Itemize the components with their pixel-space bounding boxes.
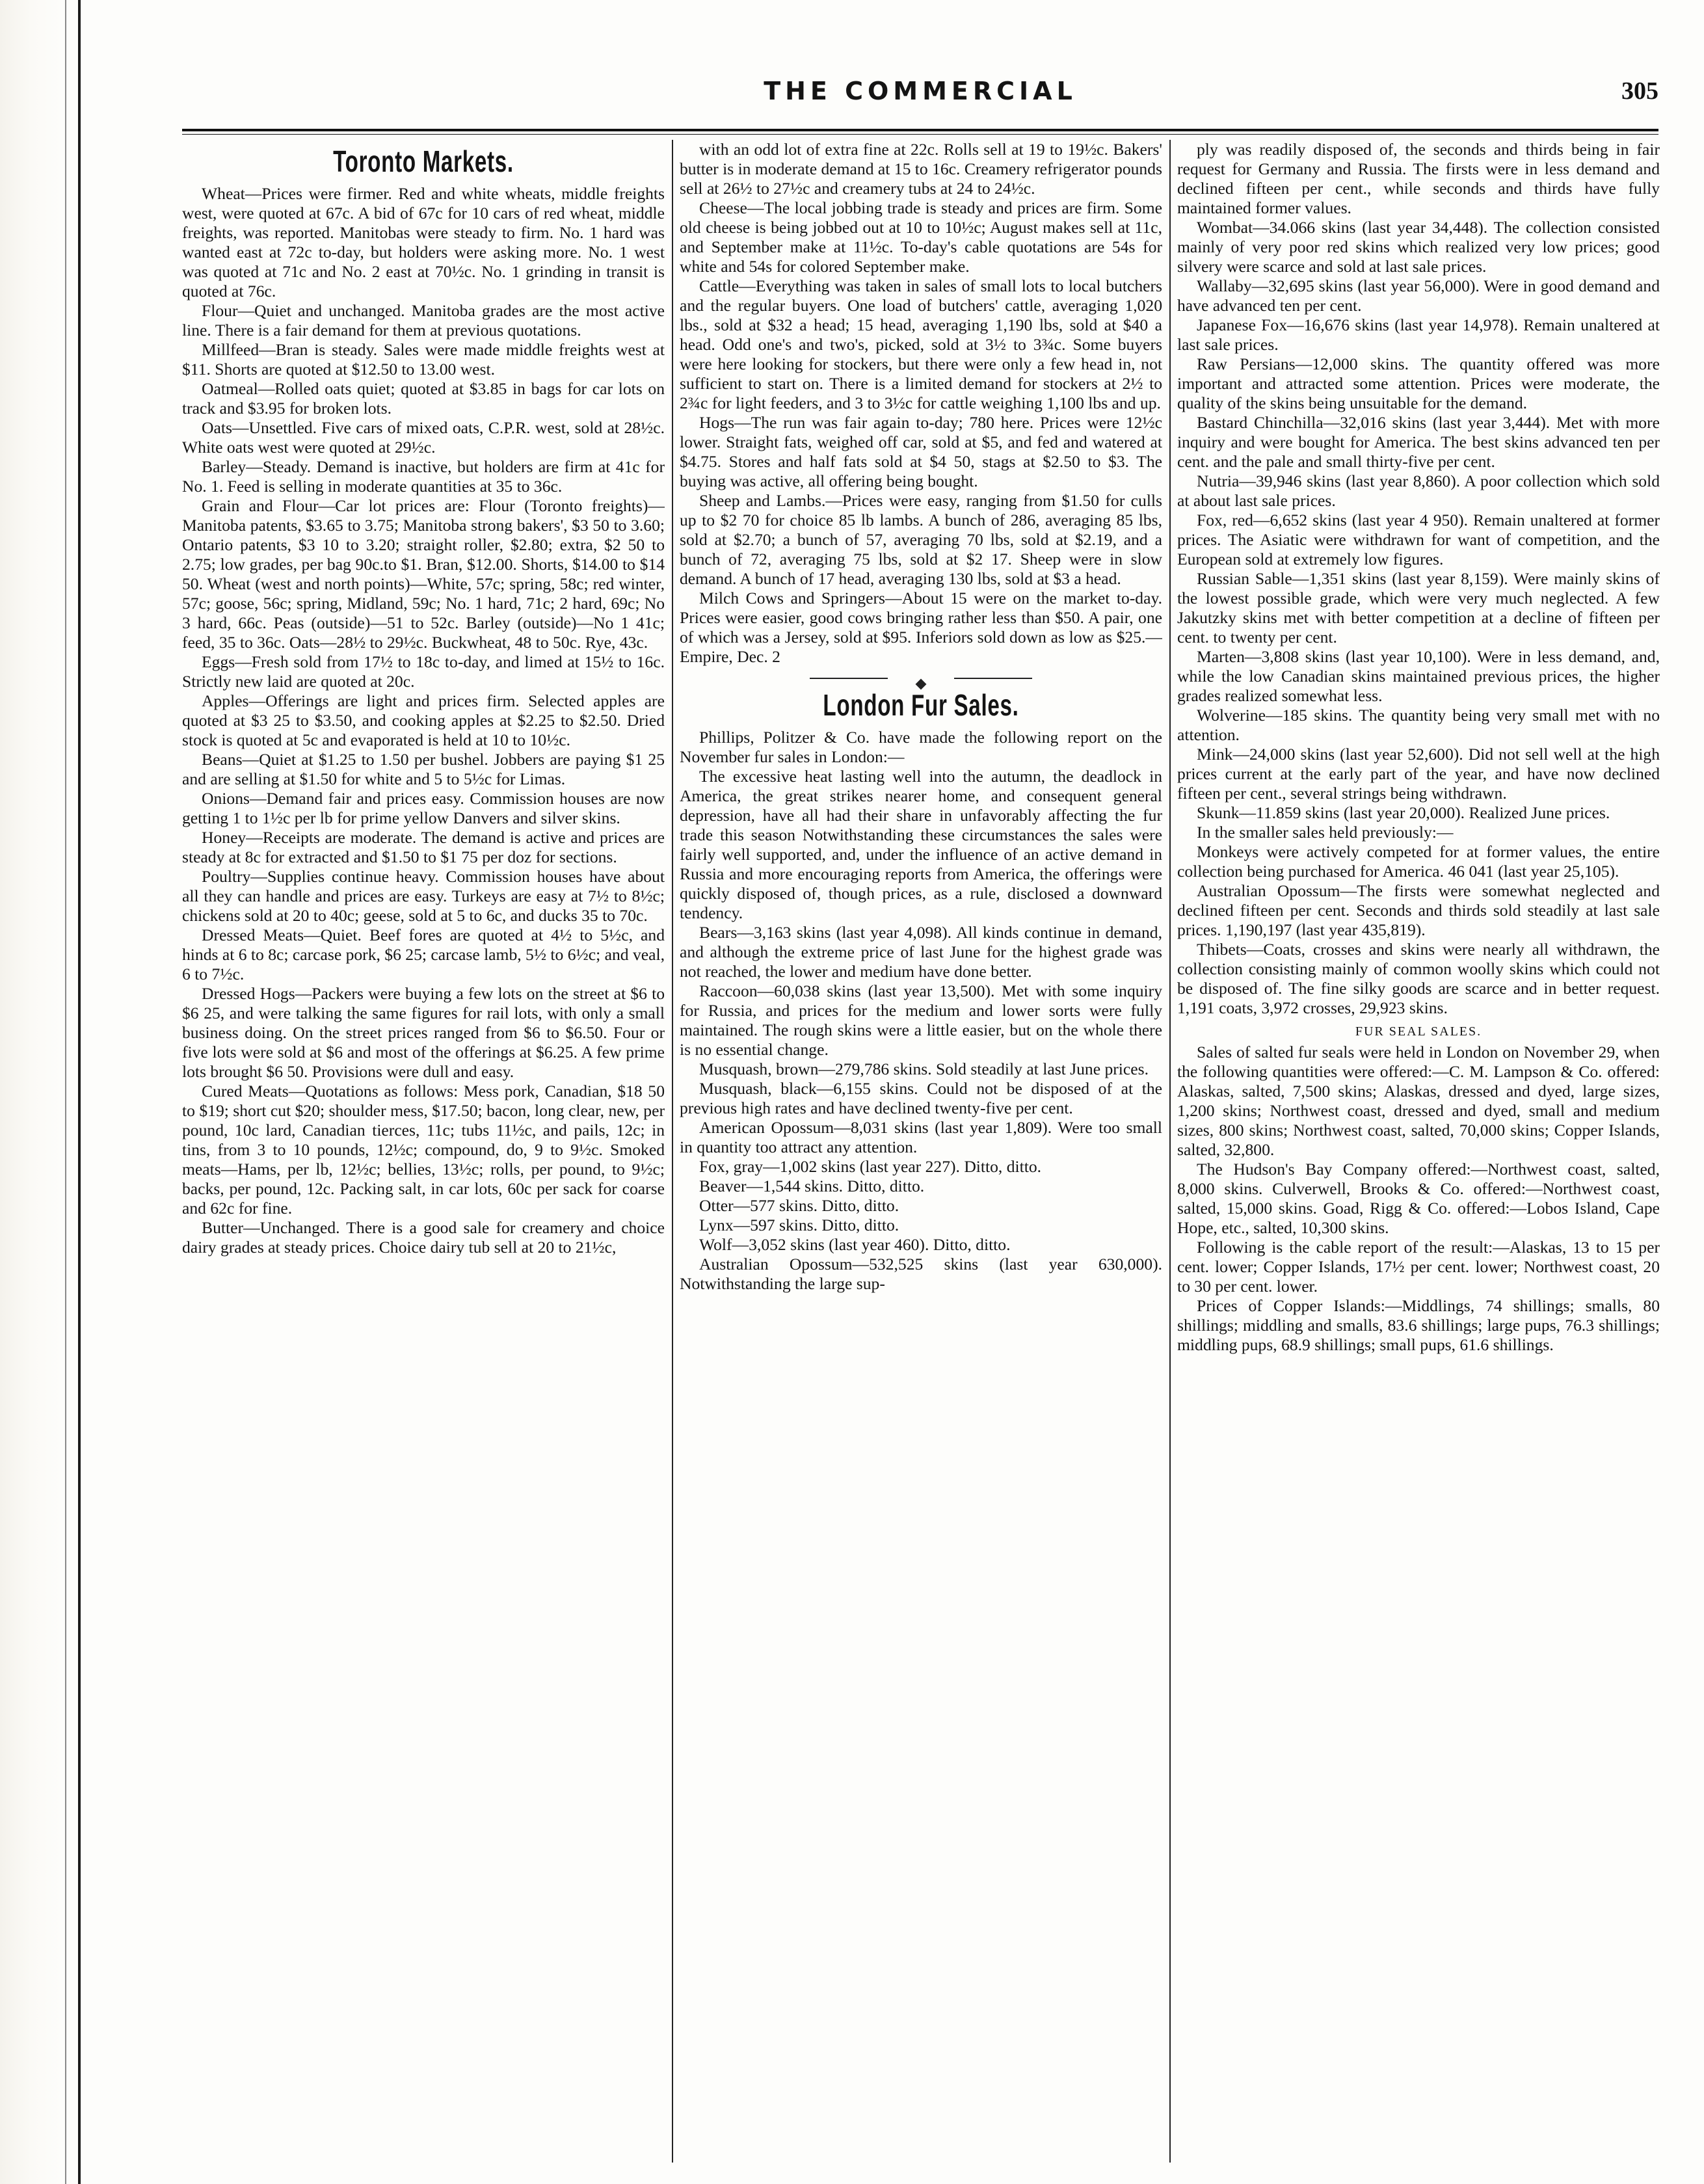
article-columns bbox=[182, 140, 1658, 2163]
paragraph: Apples—Offerings are light and prices firm. Selected apples are quoted at $3 25 to $3.50, and cooking apples at $2.25 to $2.50. Dried stock is quoted at 5c and evaporated is held at 10 to 10½c. bbox=[182, 691, 665, 749]
toronto-markets-body bbox=[182, 184, 665, 1257]
paragraph: Skunk—11.859 skins (last year 20,000). Realized June prices. bbox=[1197, 803, 1610, 822]
binding-rule bbox=[78, 0, 81, 2184]
column-divider bbox=[672, 140, 673, 2163]
paragraph: Millfeed—Bran is steady. Sales were made middle freights west at $11. Shorts are quoted at $12.50 to 13.00 west. bbox=[182, 340, 665, 379]
paragraph: Otter—577 skins. Ditto, ditto. bbox=[699, 1196, 899, 1215]
header-rule-thick bbox=[182, 129, 1658, 131]
paragraph: Sheep and Lambs.—Prices were easy, ranging from $1.50 for culls up to $2 70 for choice 85 lb lambs. A bunch of 286, averaging 85 lbs, sold at $2.70; a bunch of 57, averaging 70 lbs, sold at $2.19, and a bunch of 72, averaging 75 lbs, sold at $2 17. Sheep were in slow demand. A bunch of 17 head, averaging 130 lbs, sold at $3 a head. bbox=[680, 491, 1162, 588]
paragraph: Oats—Unsettled. Five cars of mixed oats, C.P.R. west, sold at 28½c. White oats west were quoted at 29½c. bbox=[182, 418, 665, 457]
paragraph: American Opossum—8,031 skins (last year 1,809). Were too small in quantity too attract any attention. bbox=[680, 1118, 1162, 1156]
paragraph: Oatmeal—Rolled oats quiet; quoted at $3.85 in bags for car lots on track and $3.95 for broken lots. bbox=[182, 379, 665, 418]
fur-seal-sales-body bbox=[1177, 1043, 1660, 1355]
page-header bbox=[182, 77, 1658, 122]
paragraph: Wombat—34.066 skins (last year 34,448). The collection consisted mainly of very poor red skins which realized very low prices; good silvery were scarce and sold at last sale prices. bbox=[1177, 218, 1660, 276]
paragraph: Wheat—Prices were firmer. Red and white wheats, middle freights west, were quoted at 67c. A bid of 67c for 10 cars of red wheat, middle freights, was reported. Manitobas were steady to firm. No. 1 hard was wanted east at 72c to-day, but holders were asking more. No. 1 west was quoted at 71c and No. 2 east at 70½c. No. 1 grinding in transit is quoted at 76c. bbox=[182, 184, 665, 300]
page-number: 305 bbox=[1621, 77, 1658, 105]
paragraph: Wolf—3,052 skins (last year 460). Ditto, ditto. bbox=[699, 1235, 1011, 1254]
paragraph: Australian Opossum—The firsts were somewhat neglected and declined fifteen per cent. Seconds and thirds sold steadily at last sale prices. 1,190,197 (last year 435,819). bbox=[1177, 881, 1660, 939]
paragraph: Nutria—39,946 skins (last year 8,860). A poor collection which sold at about last sale prices. bbox=[1177, 472, 1660, 510]
paragraph: Monkeys were actively competed for at former values, the entire collection being purchased for America. 46 041 (last year 25,105). bbox=[1177, 842, 1660, 881]
column-middle bbox=[680, 140, 1162, 2163]
header-rule-thin bbox=[182, 134, 1658, 135]
paragraph: In the smaller sales held previously:— bbox=[1197, 823, 1454, 842]
paragraph: Fox, gray—1,002 skins (last year 227). Ditto, ditto. bbox=[699, 1157, 1042, 1176]
paragraph: Beans—Quiet at $1.25 to 1.50 per bushel. Jobbers are paying $1 25 and are selling at $1.50 for white and 5 to 5½c for Limas. bbox=[182, 750, 665, 788]
paragraph: Dressed Hogs—Packers were buying a few lots on the street at $6 to $6 25, and were talking the same figures for rail lots, with only a small business doing. On the street prices ranged from $6 to $6.50. Four or five lots were sold at $6 and most of the offerings at $6.25. A few prime lots brought $6 50. Provisions were dull and easy. bbox=[182, 984, 665, 1081]
paragraph: Honey—Receipts are moderate. The demand is active and prices are steady at 8c for extracted and $1.50 to $1 75 per doz for sections. bbox=[182, 828, 665, 866]
paragraph: Japanese Fox—16,676 skins (last year 14,978). Remain unaltered at last sale prices. bbox=[1177, 315, 1660, 354]
paragraph: Raccoon—60,038 skins (last year 13,500). Met with some inquiry for Russia, and prices for the medium and lower sorts were fully maintained. The rough skins were a little easier, but on the whole there is no essential change. bbox=[680, 981, 1162, 1059]
paragraph: Russian Sable—1,351 skins (last year 8,159). Were mainly skins of the lowest possible grade, which were very much neglected. A few Jakutzky skins met with better competition at a decline of fifteen per cent. to twenty per cent. bbox=[1177, 569, 1660, 646]
paragraph: Musquash, brown—279,786 skins. Sold steadily at last June prices. bbox=[699, 1059, 1149, 1078]
paragraph: Cattle—Everything was taken in sales of small lots to local butchers and the regular buyers. One load of butchers' cattle, averaging 1,020 lbs., sold at $32 a head; 15 head, averaging 1,190 lbs, sold at $40 a head. Odd one's and two's, picked, sold at 3½ to 3¾c. Some buyers were here looking for stockers, but there were only a few head in, not sufficient to start on. There is a limited demand for stockers at 2½ to 2¾c for light feeders, and 3 to 3½c for cattle weighing 1,100 lbs and up. bbox=[680, 276, 1162, 412]
paragraph: Marten—3,808 skins (last year 10,100). Were in less demand, and, while the low Canadian skins maintained previous prices, the higher grades realized somewhat less. bbox=[1177, 647, 1660, 705]
london-fur-sales-body bbox=[680, 728, 1162, 1294]
paragraph: Milch Cows and Springers—About 15 were on the market to-day. Prices were easier, good cows bringing rather less than $50. A pair, one of which was a Jersey, sold at $95. Inferiors sold down as low as $25.—Empire, Dec. 2 bbox=[680, 589, 1162, 666]
paragraph: Hogs—The run was fair again to-day; 780 here. Prices were 12½c lower. Straight fats, weighed off car, sold at $5, and fed and watered at $4.75. Stores and half fats sold at $4 50, stags at $2.50 to $3. The buying was active, all offering being bought. bbox=[680, 413, 1162, 490]
fur-seal-sales-heading: FUR SEAL SALES. bbox=[1355, 1024, 1482, 1039]
paragraph: Flour—Quiet and unchanged. Manitoba grades are the most active line. There is a fair demand for them at previous quotations. bbox=[182, 301, 665, 340]
paragraph: Cheese—The local jobbing trade is steady and prices are firm. Some old cheese is being jobbed out at 10 to 10½c; August makes sell at 11c, and September make at 11½c. To-day's cable quotations are 54s for white and 54s for colored September make. bbox=[680, 198, 1162, 276]
paragraph: Phillips, Politzer & Co. have made the following report on the November fur sales in London:— bbox=[680, 728, 1162, 766]
paragraph: Barley—Steady. Demand is inactive, but holders are firm at 41c for No. 1. Feed is selling in moderate quantities at 35 to 36c. bbox=[182, 457, 665, 496]
paragraph: Sales of salted fur seals were held in London on November 29, when the following quantities were offered:—C. M. Lampson & Co. offered: Alaskas, salted, 7,500 skins; Alaskas, dressed and dyed, large sizes, 1,200 skins; Northwest coast, dressed and dyed, small and medium sizes, 800 skins; Northwest coast, salted, 70,000 skins; Copper Islands, salted, 32,800. bbox=[1177, 1043, 1660, 1159]
binding-rule-outer bbox=[65, 0, 66, 2184]
paragraph: Grain and Flour—Car lot prices are: Flour (Toronto freights)—Manitoba patents, $3.65 to 3.75; Manitoba strong bakers', $3 50 to 3.60; Ontario patents, $3 10 to 3.20; straight roller, $2.80; extra, $2 50 to 2.75; low grades, per bag 90c.to $1. Bran, $12.00. Shorts, $14.00 to $14 50. Wheat (west and north points)—White, 57c; spring, 58c; red winter, 57c; goose, 56c; spring, Midland, 59c; No. 1 hard, 71c; 2 hard, 69c; No 3 hard, 66c. Peas (outside)—51 to 52c. Barley (outside)—No 1 41c; feed, 35 to 36c. Oats—28½ to 29½c. Buckwheat, 48 to 50c. Rye, 43c. bbox=[182, 496, 665, 652]
page-binding-edge bbox=[0, 0, 88, 2184]
paragraph: Dressed Meats—Quiet. Beef fores are quoted at 4½ to 5½c, and hinds at 6 to 8c; carcase pork, $6 25; carcase lamb, 5½ to 6½c; and veal, 6 to 7½c. bbox=[182, 926, 665, 983]
section-ornament bbox=[680, 673, 1162, 684]
paragraph: Prices of Copper Islands:—Middlings, 74 shillings; smalls, 80 shillings; middling and smalls, 83.6 shillings; large pups, 76.3 shillings; middling pups, 68.9 shillings; small pups, 61.6 shillings. bbox=[1177, 1296, 1660, 1354]
toronto-markets-heading: Toronto Markets. bbox=[333, 144, 514, 178]
london-fur-sales-heading: London Fur Sales. bbox=[823, 688, 1019, 722]
paragraph: Fox, red—6,652 skins (last year 4 950). Remain unaltered at former prices. The Asiatic were withdrawn for want of competition, and the European sold at extremely low figures. bbox=[1177, 511, 1660, 568]
paragraph: Wallaby—32,695 skins (last year 56,000). Were in good demand and have advanced ten per cent. bbox=[1177, 276, 1660, 315]
paragraph: Bastard Chinchilla—32,016 skins (last year 3,444). Met with more inquiry and were bought for America. The best skins advanced ten per cent. and the pale and small thirty-five per cent. bbox=[1177, 413, 1660, 471]
paragraph: Thibets—Coats, crosses and skins were nearly all withdrawn, the collection consisting mainly of common woolly skins which could not be disposed of. The fine silky goods are scarce and in better request. 1,191 coats, 3,972 crosses, 29,923 skins. bbox=[1177, 940, 1660, 1017]
paragraph: The Hudson's Bay Company offered:—Northwest coast, salted, 8,000 skins. Culverwell, Brooks & Co. offered:—Northwest coast, salted, 15,000 skins. Goad, Rigg & Co. offered:—Lobos Island, Cape Hope, etc., salted, 10,300 skins. bbox=[1177, 1160, 1660, 1237]
paragraph: Beaver—1,544 skins. Ditto, ditto. bbox=[699, 1177, 925, 1195]
paragraph: Butter—Unchanged. There is a good sale for creamery and choice dairy grades at steady prices. Choice dairy tub sell at 20 to 21½c, bbox=[182, 1218, 665, 1257]
ornament-line bbox=[954, 678, 1032, 679]
ornament-line bbox=[810, 678, 888, 679]
paragraph: with an odd lot of extra fine at 22c. Rolls sell at 19 to 19½c. Bakers' butter is in moderate demand at 15 to 16c. Creamery refrigerator pounds sell at 26½ to 27½c and creamery tubs at 24 to 24½c. bbox=[680, 140, 1162, 198]
paragraph: ply was readily disposed of, the seconds and thirds being in fair request for Germany and Russia. The firsts were in less demand and declined fifteen per cent., while seconds and thirds have fully maintained former values. bbox=[1177, 140, 1660, 217]
paragraph: Following is the cable report of the result:—Alaskas, 13 to 15 per cent. lower; Copper Islands, 17½ per cent. lower; Northwest coast, 20 to 30 per cent. lower. bbox=[1177, 1238, 1660, 1296]
paragraph: Eggs—Fresh sold from 17½ to 18c to-day, and limed at 15½ to 16c. Strictly new laid are quoted at 20c. bbox=[182, 652, 665, 691]
column-right bbox=[1177, 140, 1660, 2163]
paragraph: Wolverine—185 skins. The quantity being very small met with no attention. bbox=[1177, 706, 1660, 744]
paragraph: Onions—Demand fair and prices easy. Commission houses are now getting 1 to 1½c per lb for prime yellow Danvers and silver skins. bbox=[182, 789, 665, 827]
paragraph: Poultry—Supplies continue heavy. Commission houses have about all they can handle and prices are easy. Turkeys are easy at 7½ to 8½c; chickens sold at 20 to 40c; geese, sold at 5 to 6c, and ducks 35 to 70c. bbox=[182, 867, 665, 925]
paragraph: Cured Meats—Quotations as follows: Mess pork, Canadian, $18 50 to $19; short cut $20; shoulder mess, $17.50; bacon, long clear, new, per pound, 10c lard, Canadian tierces, 11c; tubs 11½c, and pails, 12c; in tins, from 3 to 10 pounds, 12½c; compound, do, 9 to 9½c. Smoked meats—Hams, per lb, 12½c; bellies, 13½c; rolls, per pound, to 9½c; backs, per pound, 12c. Packing salt, in car lots, 60c per sack for coarse and 62c for fine. bbox=[182, 1082, 665, 1218]
toronto-markets-continued bbox=[680, 140, 1162, 667]
paragraph: The excessive heat lasting well into the autumn, the deadlock in America, the great strikes nearer home, and consequent general depression, have all had their share in unfavorably affecting the fur trade this season Notwithstanding these circumstances the sales were fairly well supported, and, under the influence of an active demand in Russia and more encouraging reports from America, the offerings were quickly disposed of, though prices, as a rule, disclosed a downward tendency. bbox=[680, 767, 1162, 922]
column-divider bbox=[1169, 140, 1171, 2163]
paragraph: Raw Persians—12,000 skins. The quantity offered was more important and attracted some attention. Prices were moderate, the quality of the skins being unsuitable for the demand. bbox=[1177, 354, 1660, 412]
london-fur-sales-continued bbox=[1177, 140, 1660, 1018]
masthead-title: THE COMMERCIAL bbox=[764, 77, 1077, 105]
paragraph: Lynx—597 skins. Ditto, ditto. bbox=[699, 1216, 899, 1234]
paragraph: Bears—3,163 skins (last year 4,098). All kinds continue in demand, and although the extreme price of last June for the highest grade was not reached, the lower and medium have done better. bbox=[680, 923, 1162, 981]
column-left bbox=[182, 140, 665, 2163]
paragraph: Mink—24,000 skins (last year 52,600). Did not sell well at the high prices current at the early part of the year, and have now declined fifteen per cent., several strings being withdrawn. bbox=[1177, 745, 1660, 803]
paragraph: Musquash, black—6,155 skins. Could not be disposed of at the previous high rates and have declined twenty-five per cent. bbox=[680, 1079, 1162, 1117]
paragraph: Australian Opossum—532,525 skins (last year 630,000). Notwithstanding the large sup- bbox=[680, 1255, 1162, 1293]
